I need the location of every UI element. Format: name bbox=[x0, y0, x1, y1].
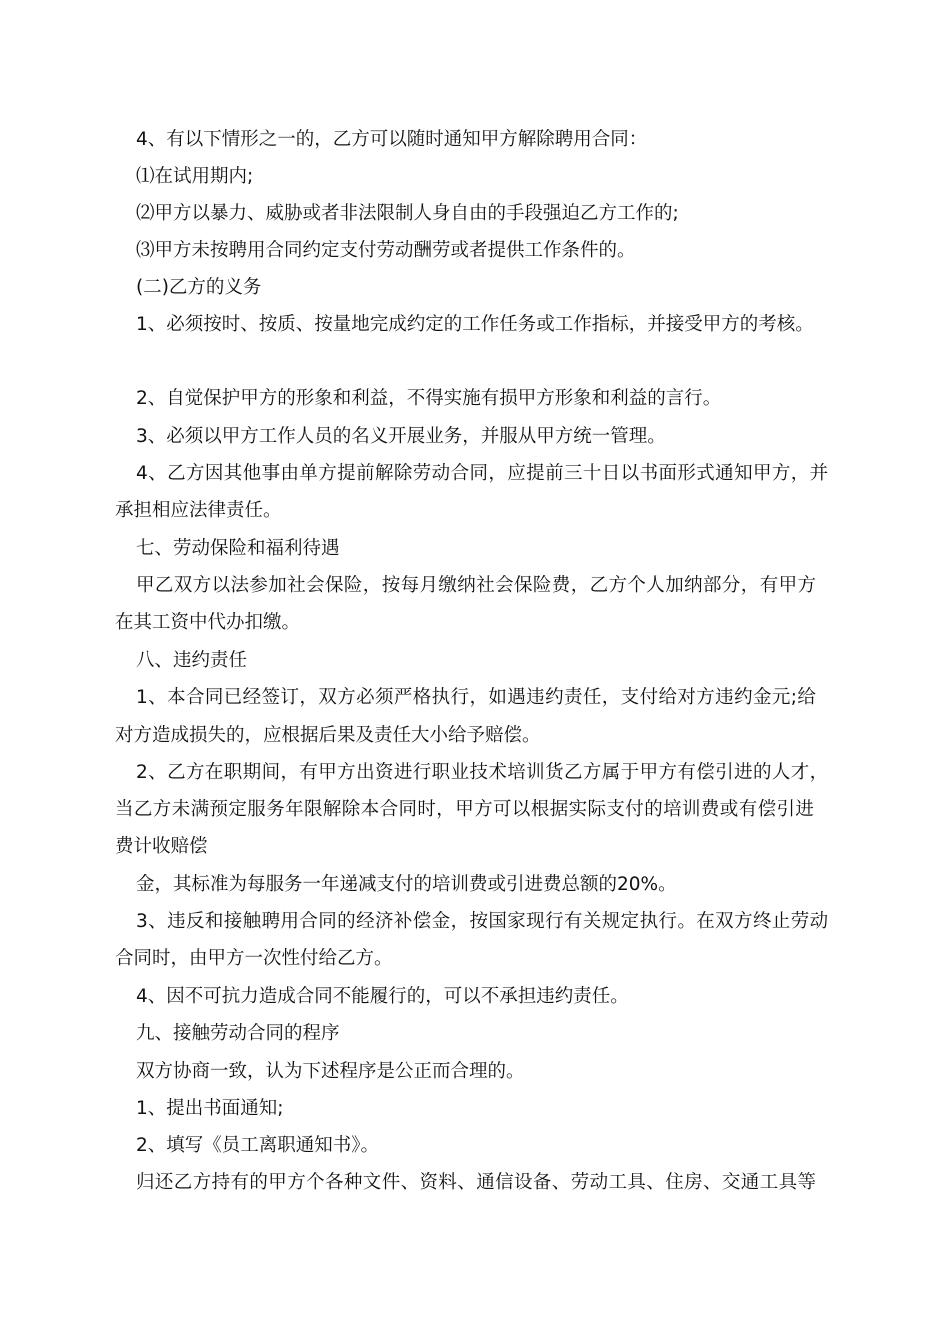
text-line: 1、必须按时、按质、按量地完成约定的工作任务或工作指标，并接受甲方的考核。 bbox=[136, 314, 814, 335]
text-line: 双方协商一致，认为下述程序是公正而合理的。 bbox=[136, 1061, 525, 1082]
text-line: 承担相应法律责任。 bbox=[115, 500, 282, 521]
text-line: ⑶甲方未按聘用合同约定支付劳动酬劳或者提供工作条件的。 bbox=[136, 240, 636, 261]
text-line: 4、有以下情形之一的，乙方可以随时通知甲方解除聘用合同： bbox=[136, 129, 648, 150]
text-line: 对方造成损失的，应根据后果及责任大小给予赔偿。 bbox=[115, 725, 541, 746]
section-heading: 七、劳动保险和福利待遇 bbox=[136, 538, 340, 559]
section-heading: 九、接触劳动合同的程序 bbox=[136, 1023, 340, 1044]
text-line: 2、自觉保护甲方的形象和利益，不得实施有损甲方形象和利益的言行。 bbox=[136, 388, 722, 409]
text-line: 合同时，由甲方一次性付给乙方。 bbox=[115, 948, 393, 969]
text-line: 2、填写《员工离职通知书》。 bbox=[136, 1135, 380, 1156]
text-line: 甲乙双方以法参加社会保险，按每月缴纳社会保险费，乙方个人加纳部分，有甲方 bbox=[136, 575, 817, 596]
text-line: 1、本合同已经签订，双方必须严格执行，如遇违约责任，支付给对方违约金元;给 bbox=[136, 687, 817, 708]
section-heading: (二)乙方的义务 bbox=[136, 277, 262, 298]
text-line: 4、因不可抗力造成合同不能履行的，可以不承担违约责任。 bbox=[136, 986, 629, 1007]
text-line: 金，其标准为每服务一年递减支付的培训费或引进费总额的20%。 bbox=[136, 874, 677, 895]
text-line: 当乙方未满预定服务年限解除本合同时，甲方可以根据实际支付的培训费或有偿引进 bbox=[115, 799, 815, 820]
text-line: 4、乙方因其他事由单方提前解除劳动合同，应提前三十日以书面形式通知甲方，并 bbox=[136, 463, 829, 484]
text-line: 在其工资中代办扣缴。 bbox=[115, 612, 301, 633]
text-line: 归还乙方持有的甲方个各种文件、资料、通信设备、劳动工具、住房、交通工具等 bbox=[136, 1172, 817, 1193]
text-line: ⑵甲方以暴力、威胁或者非法限制人身自由的手段强迫乙方工作的; bbox=[136, 203, 679, 224]
text-line: 3、必须以甲方工作人员的名义开展业务，并服从甲方统一管理。 bbox=[136, 426, 666, 447]
text-line: ⑴在试用期内; bbox=[136, 166, 254, 187]
text-line: 费计收赔偿 bbox=[115, 836, 208, 857]
text-line: 3、违反和接触聘用合同的经济补偿金，按国家现行有关规定执行。在双方终止劳动 bbox=[136, 911, 829, 932]
text-line: 2、乙方在职期间，有甲方出资进行职业技术培训货乙方属于甲方有偿引进的人才， bbox=[136, 762, 829, 783]
section-heading: 八、违约责任 bbox=[136, 650, 248, 671]
text-line: 1、提出书面通知; bbox=[136, 1098, 284, 1119]
